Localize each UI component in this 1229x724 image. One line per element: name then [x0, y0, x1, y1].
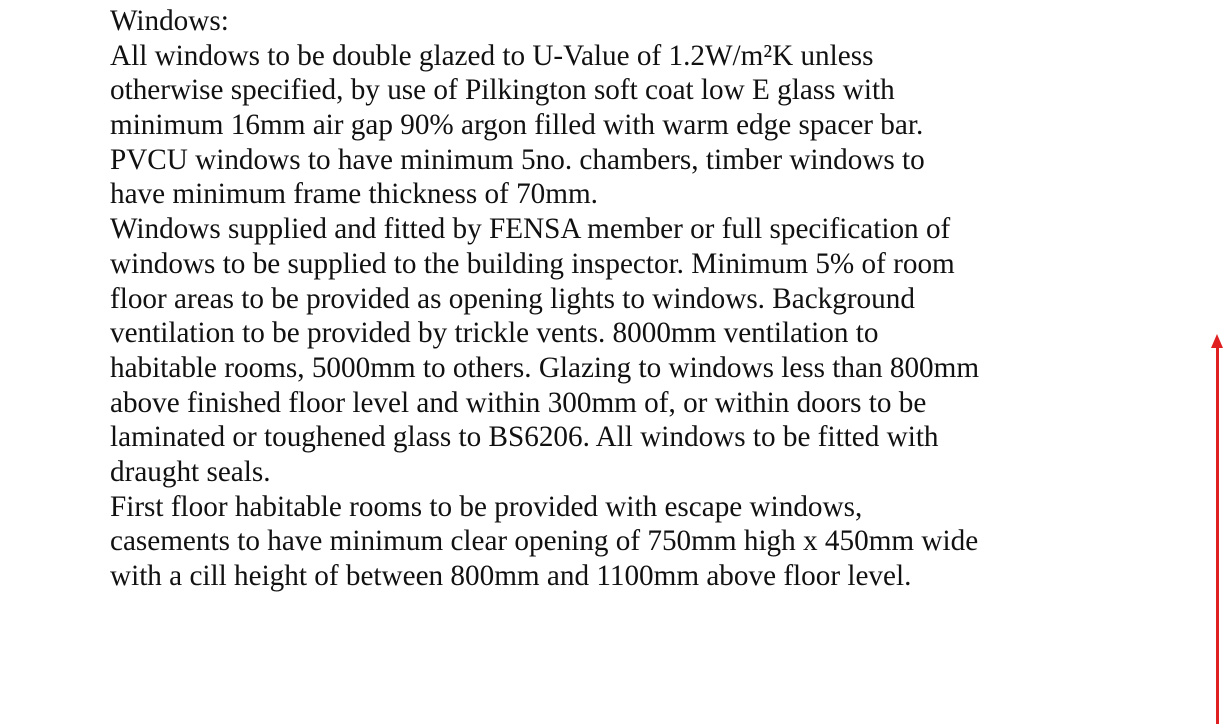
specification-text [110, 4, 1210, 594]
text-line: habitable rooms, 5000mm to others. Glazing to windows less than 800mm [110, 351, 980, 384]
text-line: otherwise specified, by use of Pilkington soft coat low E glass with [110, 74, 895, 107]
annotation-leader-line [1216, 346, 1219, 724]
text-line: Windows supplied and fitted by FENSA member or full specification of [110, 213, 951, 246]
text-line: minimum 16mm air gap 90% argon filled with warm edge spacer bar. [110, 109, 924, 142]
text-line: All windows to be double glazed to U-Value of 1.2W/m²K unless [110, 39, 874, 72]
text-line: First floor habitable rooms to be provided with escape windows, [110, 490, 863, 523]
text-line: windows to be supplied to the building inspector. Minimum 5% of room [110, 247, 955, 280]
text-line: above finished floor level and within 300mm of, or within doors to be [110, 386, 927, 419]
text-line: laminated or toughened glass to BS6206. All windows to be fitted with [110, 421, 939, 454]
text-line: PVCU windows to have minimum 5no. chambers, timber windows to [110, 143, 925, 176]
text-line: casements to have minimum clear opening of 750mm high x 450mm wide [110, 525, 979, 558]
text-line: have minimum frame thickness of 70mm. [110, 178, 598, 211]
text-line: with a cill height of between 800mm and 1100mm above floor level. [110, 560, 912, 592]
text-line: ventilation to be provided by trickle vents. 8000mm ventilation to [110, 317, 879, 350]
text-line: floor areas to be provided as opening lights to windows. Background [110, 282, 915, 315]
section-heading: Windows: [110, 5, 229, 37]
text-line: draught seals. [110, 455, 271, 488]
